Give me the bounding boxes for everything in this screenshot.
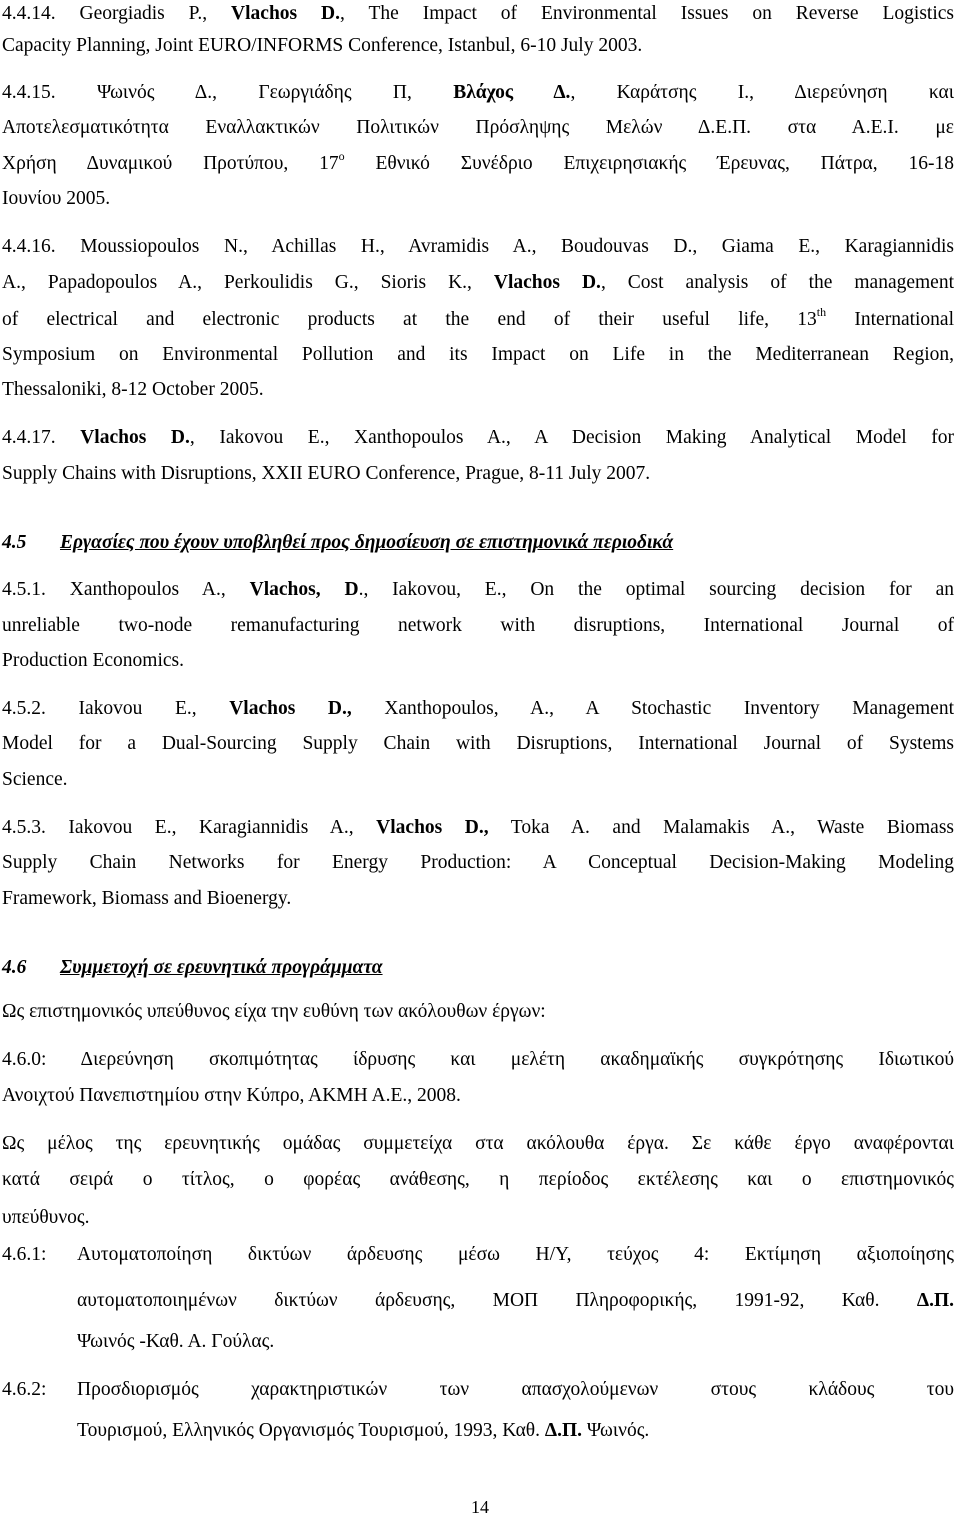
item-4-6-2-line	[77, 1413, 954, 1449]
text-run: Αποτελεσματικότητα Εναλλακτικών Πολιτικών Πρόσληψης Μελών Δ.Ε.Π. στα Α.Ε.Ι. με	[2, 117, 954, 138]
text-run: Production Economics.	[2, 650, 184, 671]
text-run: unreliable two-node remanufacturing network with disruptions, International Journal of	[2, 615, 954, 636]
item-4-6-0-line: 4.6.0: Διερεύνηση σκοπιμότητας ίδρυσης και μελέτη ακαδημαϊκής συγκρότησης Ιδιωτικού	[2, 1049, 954, 1070]
ref-4-5-2-line	[2, 726, 954, 762]
text-run: Capacity Planning, Joint EURO/INFORMS Conference, Istanbul, 6-10 July 2003.	[2, 35, 643, 56]
bold-author: Vlachos D.	[493, 272, 601, 293]
ref-4-4-16-line	[2, 337, 954, 373]
text-run: , Καράτσης Ι., Διερεύνηση και	[570, 82, 954, 103]
ref-4-5-2-line	[2, 762, 954, 798]
text-run: Εθνικό Συνέδριο Επιχειρησιακής Έρευνας, Πάτρα, 16-18	[344, 153, 954, 174]
item-4-6-2-label: 4.6.2:	[2, 1379, 47, 1400]
ref-4-5-1-line	[2, 572, 954, 608]
bold-author: Vlachos D.,	[376, 817, 489, 838]
text-run: Model for a Dual-Sourcing Supply Chain with Disruptions, International Journal of Systems	[2, 733, 954, 754]
section-4-6-number: 4.6	[2, 957, 27, 978]
item-4-6-1-line	[77, 1237, 954, 1273]
text-run: , Iakovou E., Xanthopoulos A., A Decision Making Analytical Model for	[189, 427, 955, 448]
superscript: th	[816, 305, 827, 319]
bold-author: Δ.Π.	[916, 1290, 954, 1311]
text-run: Τουρισμού, Ελληνικός Οργανισμός Τουρισμού, 1993, Καθ.	[77, 1420, 545, 1441]
text-run: A., Papadopoulos A., Perkoulidis G., Sioris K.,	[2, 272, 494, 293]
text-run: Xanthopoulos, A., A Stochastic Inventory Management	[351, 698, 955, 719]
text-run: Toka A. and Malamakis A., Waste Biomass	[488, 817, 955, 838]
text-run: of electrical and electronic products at the end of their useful life, 13	[2, 309, 817, 330]
item-4-6-1-label: 4.6.1:	[2, 1244, 47, 1265]
item-4-6-1-line	[77, 1324, 954, 1360]
text-run: Framework, Biomass and Bioenergy.	[2, 888, 292, 909]
text-run: 4.5.2. Iakovou E.,	[2, 698, 230, 719]
bold-author: Vlachos D.,	[229, 698, 352, 719]
text-run: 4.4.14. Georgiadis P.,	[2, 3, 232, 24]
bold-author: Δ.Π.	[544, 1420, 583, 1441]
text-run: αυτοματοποιημένων δικτύων άρδευσης, ΜΟΠ Πληροφορικής, 1991-92, Καθ.	[77, 1290, 917, 1311]
ref-4-4-15-line	[2, 110, 954, 146]
ref-4-4-15-line	[2, 181, 954, 217]
item-4-6-0-line: Ανοιχτού Πανεπιστημίου στην Κύπρο, ΑΚΜΗ Α.Ε., 2008.	[2, 1085, 461, 1106]
section-4-5-number: 4.5	[2, 532, 27, 553]
superscript: ο	[338, 149, 345, 163]
ref-4-5-3-line	[2, 845, 954, 881]
text-run: International	[826, 309, 955, 330]
ref-4-4-16-line	[2, 372, 954, 408]
member-paragraph-line: Ως μέλος της ερευνητικής ομάδας συμμετείχα στα ακόλουθα έργα. Σε κάθε έργο αναφέρονται	[2, 1133, 954, 1154]
ref-4-5-3-line	[2, 810, 954, 846]
ref-4-4-14-line	[2, 28, 954, 64]
text-run: Supply Chains with Disruptions, XXII EURO Conference, Prague, 8-11 July 2007.	[2, 463, 651, 484]
text-run: Προσδιορισμός χαρακτηριστικών των απασχολούμενων στους κλάδους του	[77, 1379, 954, 1400]
page-number: 14	[471, 1497, 489, 1517]
text-run: 4.5.1. Xanthopoulos A.,	[2, 579, 250, 600]
text-run: 4.4.17.	[2, 427, 81, 448]
ref-4-4-17-line	[2, 456, 954, 492]
text-run: , Cost analysis of the management	[600, 272, 955, 293]
text-run: Thessaloniki, 8-12 October 2005.	[2, 379, 264, 400]
bold-author: Βλάχος Δ.	[453, 82, 571, 103]
member-paragraph-line: υπεύθυνος.	[2, 1207, 90, 1228]
text-run: Αυτοματοποίηση δικτύων άρδευσης μέσω Η/Υ, τεύχος 4: Εκτίμηση αξιοποίησης	[77, 1244, 954, 1265]
ref-4-4-17-line	[2, 420, 954, 456]
text-run: 4.4.15. Ψωινός Δ., Γεωργιάδης Π,	[2, 82, 454, 103]
member-paragraph-line: κατά σειρά ο τίτλος, ο φορέας ανάθεσης, η περίοδος εκτέλεσης και ο επιστημονικός	[2, 1169, 954, 1190]
text-run: Science.	[2, 769, 68, 790]
text-run: Supply Chain Networks for Energy Production: A Conceptual Decision-Making Modeling	[2, 852, 954, 873]
text-run: 4.4.16. Moussiopoulos N., Achillas H., Avramidis A., Boudouvas D., Giama E., Karagiannidis	[2, 236, 954, 257]
text-run: 4.5.3. Iakovou E., Karagiannidis A.,	[2, 817, 377, 838]
ref-4-4-16-line	[2, 229, 954, 265]
ref-4-4-16-line	[2, 265, 954, 301]
text-run: Ιουνίου 2005.	[2, 188, 111, 209]
text-run: Χρήση Δυναμικού Προτύπου, 17	[2, 153, 339, 174]
text-run: Ψωινός.	[582, 1420, 650, 1441]
ref-4-4-15-line	[2, 146, 954, 182]
bold-author: Vlachos, D	[249, 579, 359, 600]
text-run: Ψωινός -Καθ. Α. Γούλας.	[77, 1331, 275, 1352]
item-4-6-1-line	[77, 1283, 954, 1319]
section-4-6-intro: Ως επιστημονικός υπεύθυνος είχα την ευθύνη των ακόλουθων έργων:	[2, 1001, 546, 1022]
text-run: , The Impact of Environmental Issues on Reverse Logistics	[340, 3, 955, 24]
ref-4-5-1-line	[2, 608, 954, 644]
section-4-6-title: Συμμετοχή σε ερευνητικά προγράμματα	[60, 957, 383, 978]
text-run: Symposium on Environmental Pollution and its Impact on Life in the Mediterranean Region,	[2, 344, 954, 365]
section-4-5-heading	[2, 525, 954, 561]
ref-4-4-16-line	[2, 302, 954, 338]
ref-4-5-2-line	[2, 691, 954, 727]
bold-author: Vlachos D.	[80, 427, 190, 448]
section-4-5-title: Εργασίες που έχουν υποβληθεί προς δημοσίευση σε επιστημονικά περιοδικά	[60, 532, 674, 553]
ref-4-4-15-line	[2, 75, 954, 111]
text-run: ., Iakovou, E., On the optimal sourcing decision for an	[358, 579, 955, 600]
section-4-6-heading	[2, 950, 954, 986]
bold-author: Vlachos D.	[231, 3, 341, 24]
ref-4-5-3-line	[2, 881, 954, 917]
ref-4-5-1-line	[2, 643, 954, 679]
item-4-6-2-line	[77, 1372, 954, 1408]
